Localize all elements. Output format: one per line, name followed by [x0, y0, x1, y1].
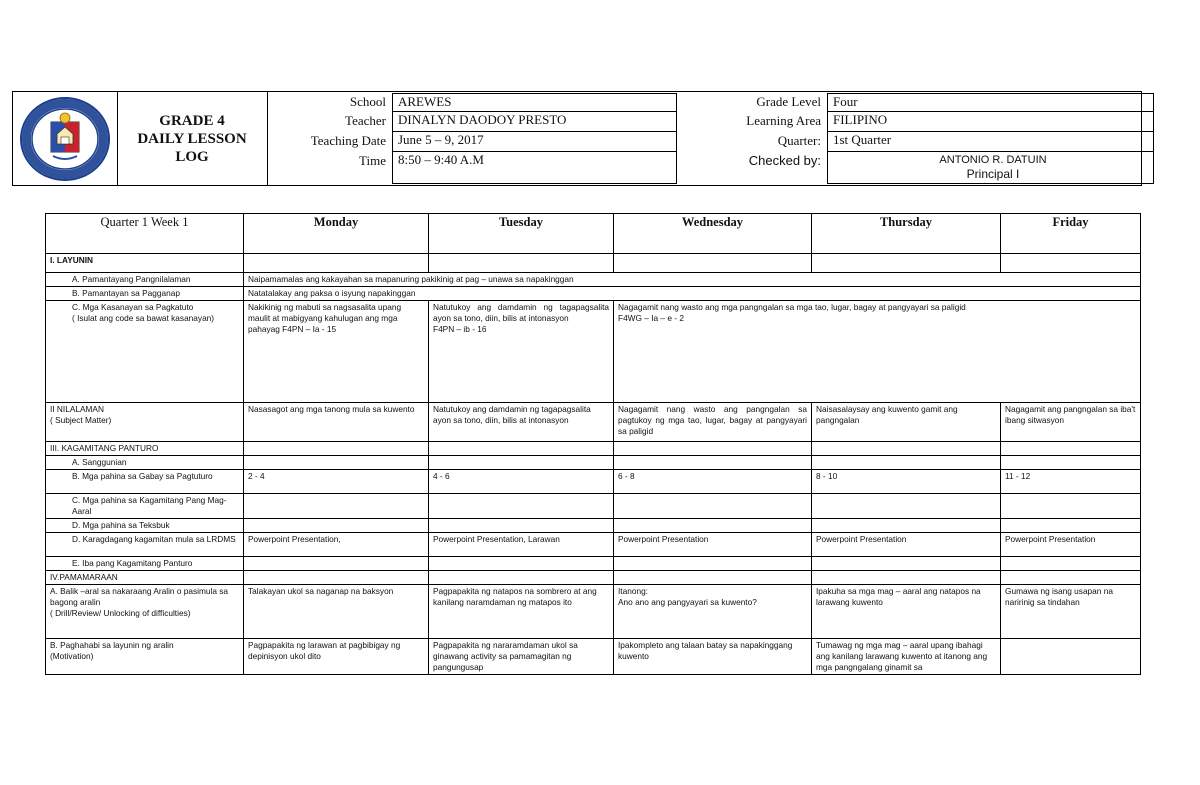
table-row	[46, 585, 1141, 639]
table-row	[46, 287, 1141, 301]
monday-header: Monday	[244, 214, 429, 254]
iba-label: E. Iba pang Kagamitang Panturo	[46, 557, 244, 571]
teacher-value: DINALYN DAODOY PRESTO	[392, 112, 677, 132]
pagganap-label: B. Pamantayan sa Pagganap	[46, 287, 244, 301]
kasanayan-monday: Nakikinig ng mabuti sa nagsasalita upang maulit at mabigyang kahulugan ang mga pahayag F4PN – Ia - 15	[244, 301, 429, 403]
teacher-label: Teacher	[345, 113, 386, 128]
balik-aral-label: A. Balik –aral sa nakaraang Aralin o pasimula sa bagong aralin ( Drill/Review/ Unlocking of difficulties)	[46, 585, 244, 639]
deped-seal-icon	[18, 96, 112, 182]
pangnilalaman-text: Naipamamalas ang kakayahan sa mapanuring pakikinig at pag – unawa sa napakinggan	[244, 273, 1141, 287]
tuesday-header: Tuesday	[429, 214, 614, 254]
table-row	[46, 442, 1141, 456]
time-label: Time	[359, 153, 386, 168]
quarter-value: 1st Quarter	[827, 132, 1154, 152]
gabay-wednesday: 6 - 8	[614, 470, 812, 494]
paghahabi-wednesday: Ipakompleto ang talaan batay sa napakinggang kuwento	[614, 639, 812, 675]
paghahabi-monday: Pagpapakita ng larawan at pagbibigay ng depinisyon ukol dito	[244, 639, 429, 675]
lrdms-thursday: Powerpoint Presentation	[812, 533, 1001, 557]
paghahabi-friday	[1001, 639, 1141, 675]
lrdms-label: D. Karagdagang kagamitan mula sa LRDMS	[46, 533, 244, 557]
principal-title: Principal I	[966, 167, 1020, 181]
lrdms-friday: Powerpoint Presentation	[1001, 533, 1141, 557]
checked-by-label: Checked by:	[748, 153, 821, 168]
thursday-header: Thursday	[812, 214, 1001, 254]
lrdms-wednesday: Powerpoint Presentation	[614, 533, 812, 557]
paghahabi-label: B. Paghahabi sa layunin ng aralin (Motivation)	[46, 639, 244, 675]
teaching-date-label: Teaching Date	[310, 133, 386, 148]
school-value: AREWES	[392, 93, 677, 112]
balik-aral-thursday: Ipakuha sa mga mag – aaral ang natapos na larawang kuwento	[812, 585, 1001, 639]
paghahabi-tuesday: Pagpapakita ng nararamdaman ukol sa ginawang activity sa pamamagitan ng pangungusap	[429, 639, 614, 675]
learning-area-value: FILIPINO	[827, 112, 1154, 132]
table-row	[46, 456, 1141, 470]
table-row	[46, 403, 1141, 442]
friday-header: Friday	[1001, 214, 1141, 254]
kasanayan-wed-fri: Nagagamit nang wasto ang mga pangngalan sa mga tao, lugar, bagay at pangyayari sa paligid F4WG – Ia – e - 2	[614, 301, 1141, 403]
table-row	[46, 494, 1141, 519]
gabay-friday: 11 - 12	[1001, 470, 1141, 494]
nilalaman-label: II NILALAMAN ( Subject Matter)	[46, 403, 244, 442]
balik-aral-wednesday: Itanong: Ano ano ang pangyayari sa kuwento?	[614, 585, 812, 639]
table-row	[46, 470, 1141, 494]
quarter-week-header: Quarter 1 Week 1	[46, 214, 244, 254]
title-line-2: DAILY LESSON	[137, 130, 247, 147]
document-title	[117, 92, 268, 185]
lrdms-monday: Powerpoint Presentation,	[244, 533, 429, 557]
grade-level-label: Grade Level	[756, 94, 821, 109]
nilalaman-friday: Nagagamit ang pangngalan sa iba't ibang sitwasyon	[1001, 403, 1141, 442]
checked-by-box	[827, 152, 1154, 184]
nilalaman-tuesday: Natutukoy ang damdamin ng tagapagsalita ayon sa tono, diin, bilis at intonasyon	[429, 403, 614, 442]
lesson-table	[45, 213, 1141, 675]
grade-level-value: Four	[827, 93, 1154, 112]
kagamitang-pang-label: C. Mga pahina sa Kagamitang Pang Mag-Aaral	[46, 494, 244, 519]
balik-aral-monday: Talakayan ukol sa naganap na baksyon	[244, 585, 429, 639]
kagamitan-label: III. KAGAMITANG PANTURO	[46, 442, 244, 456]
pangnilalaman-label: A. Pamantayang Pangnilalaman	[46, 273, 244, 287]
header-row	[46, 214, 1141, 254]
table-row	[46, 557, 1141, 571]
nilalaman-wednesday: Nagagamit nang wasto ang pangngalan sa pagtukoy ng mga tao, lugar, bagay at pangyayari sa paligid	[614, 403, 812, 442]
teksbuk-label: D. Mga pahina sa Teksbuk	[46, 519, 244, 533]
balik-aral-tuesday: Pagpapakita ng natapos na sombrero at ang kanilang naramdaman ng matapos ito	[429, 585, 614, 639]
gabay-label: B. Mga pahina sa Gabay sa Pagtuturo	[46, 470, 244, 494]
principal-name: ANTONIO R. DATUIN	[939, 154, 1047, 166]
lrdms-tuesday: Powerpoint Presentation, Larawan	[429, 533, 614, 557]
title-line-1: GRADE 4	[159, 112, 225, 129]
table-row	[46, 571, 1141, 585]
nilalaman-thursday: Naisasalaysay ang kuwento gamit ang pangngalan	[812, 403, 1001, 442]
nilalaman-monday: Nasasagot ang mga tanong mula sa kuwento	[244, 403, 429, 442]
balik-aral-friday: Gumawa ng isang usapan na naririnig sa tindahan	[1001, 585, 1141, 639]
kasanayan-tuesday: Natutukoy ang damdamin ng tagapagsalita ayon sa tono, diin, bilis at intonasyon F4PN – ib - 16	[429, 301, 614, 403]
table-row	[46, 533, 1141, 557]
pagganap-text: Natatalakay ang paksa o isyung napakinggan	[244, 287, 1141, 301]
time-value: 8:50 – 9:40 A.M	[392, 152, 677, 184]
table-row	[46, 519, 1141, 533]
quarter-label: Quarter:	[777, 133, 821, 148]
info-grid	[267, 92, 1141, 185]
school-label: School	[349, 94, 386, 109]
wednesday-header: Wednesday	[614, 214, 812, 254]
teaching-date-value: June 5 – 9, 2017	[392, 132, 677, 152]
sanggunian-label: A. Sanggunian	[46, 456, 244, 470]
title-line-3: LOG	[175, 148, 209, 165]
table-row	[46, 639, 1141, 675]
table-row	[46, 273, 1141, 287]
layunin-title: I. LAYUNIN	[46, 254, 244, 273]
gabay-monday: 2 - 4	[244, 470, 429, 494]
table-row	[46, 301, 1141, 403]
table-row	[46, 254, 1141, 273]
gabay-thursday: 8 - 10	[812, 470, 1001, 494]
deped-seal	[13, 92, 118, 185]
header-block	[12, 91, 1142, 186]
gabay-tuesday: 4 - 6	[429, 470, 614, 494]
pamamaraan-label: IV.PAMAMARAAN	[46, 571, 244, 585]
kasanayan-label: C. Mga Kasanayan sa Pagkatuto ( Isulat ang code sa bawat kasanayan)	[46, 301, 244, 403]
paghahabi-thursday: Tumawag ng mga mag – aaral upang ibahagi ang kanilang larawang kuwento at itanong ang mga pangngalang ginamit sa	[812, 639, 1001, 675]
learning-area-label: Learning Area	[746, 113, 821, 128]
